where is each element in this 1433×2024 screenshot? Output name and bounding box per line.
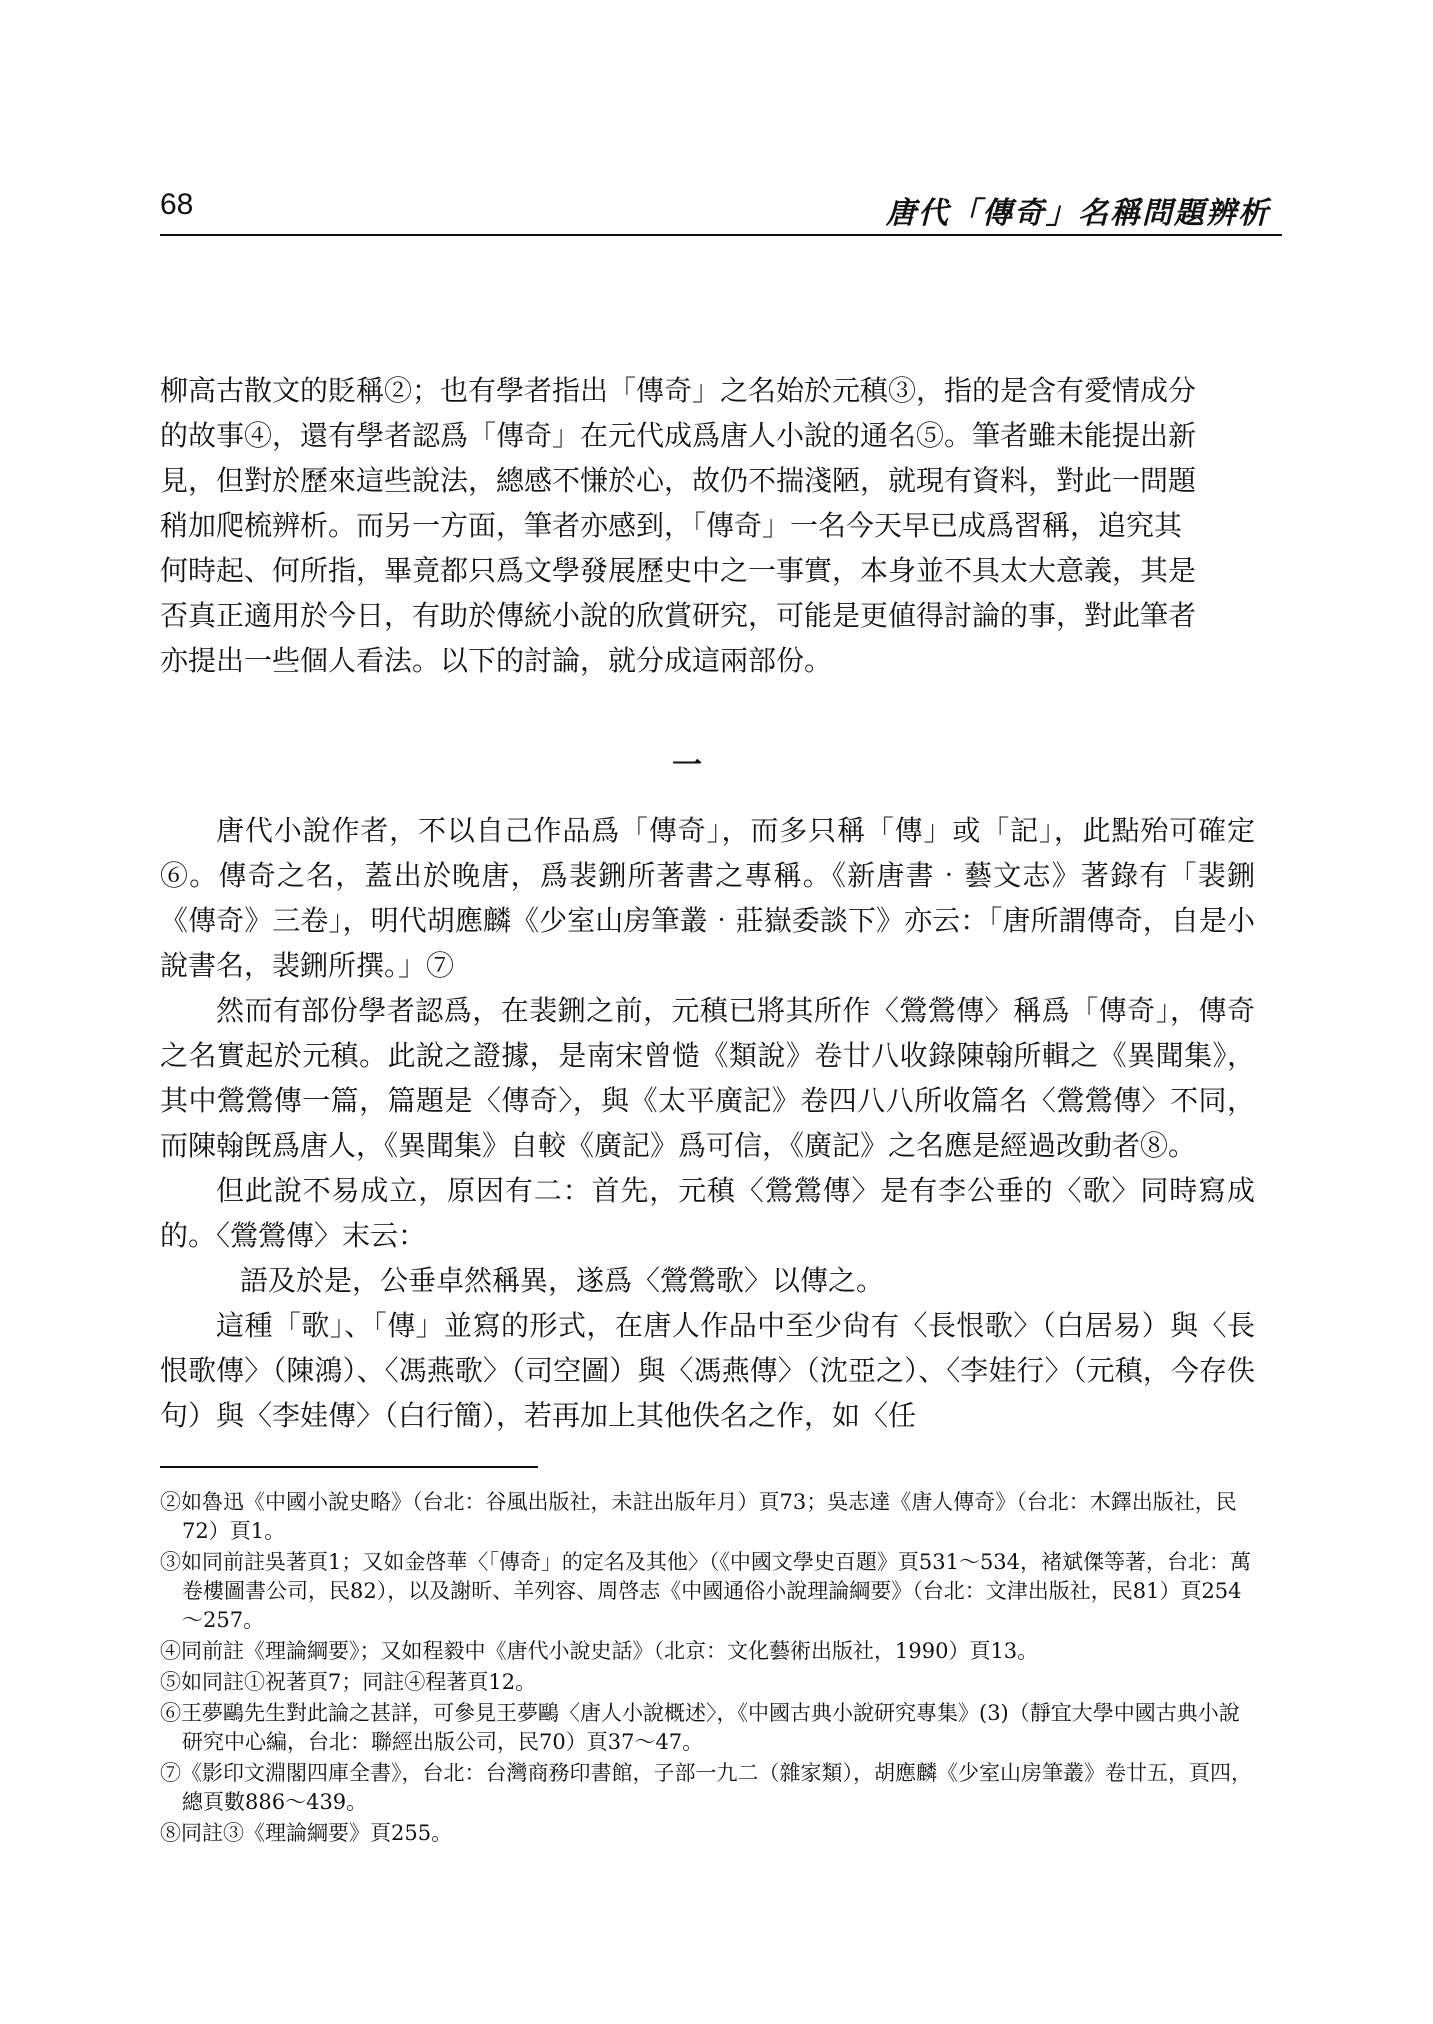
body-paragraph: 但此說不易成立，原因有二：首先，元稹〈鶯鶯傳〉是有李公垂的〈歌〉同時寫成的。〈鶯鶯傳〉末云： bbox=[160, 1174, 1255, 1252]
intro-line: 亦提出一些個人看法。以下的討論，就分成這兩部份。 bbox=[160, 644, 833, 677]
footnote: ⑦《影印文淵閣四庫全書》，台北：台灣商務印書館，子部一九二（雜家類），胡應麟《少室山房筆叢》卷廿五，頁四，總頁數886～439。 bbox=[160, 1761, 1252, 1814]
page-number: 68 bbox=[160, 188, 194, 221]
section-body bbox=[160, 808, 1255, 1438]
footnotes bbox=[160, 1488, 1260, 1850]
footnote-rule bbox=[160, 1466, 538, 1468]
footnote: ③如同前註吳著頁1；又如金啓華〈「傳奇」的定名及其他〉（《中國文學史百題》頁531～534，褚斌傑等著，台北：萬卷樓圖書公司，民82），以及謝昕、羊列容、周啓志《中國通俗小說理論綱要》（台北：文津出版社，民81）頁254～257。 bbox=[160, 1550, 1252, 1632]
section-heading: 一 bbox=[672, 748, 702, 783]
intro-line: 見，但對於歷來這些說法，總感不慊於心，故仍不揣淺陋，就現有資料，對此一問題 bbox=[160, 464, 1197, 497]
intro-line: 何時起、何所指，畢竟都只爲文學發展歷史中之一事實，本身並不具太大意義，其是 bbox=[160, 554, 1197, 587]
footnote: ②如魯迅《中國小說史略》（台北：谷風出版社，未註出版年月）頁73；吳志達《唐人傳奇》（台北：木鐸出版社，民72）頁1。 bbox=[160, 1490, 1237, 1543]
header-rule bbox=[160, 234, 1282, 236]
body-paragraph: 這種「歌」、「傳」並寫的形式，在唐人作品中至少尙有〈長恨歌〉（白居易）與〈長恨歌傳〉（陳鴻）、〈馮燕歌〉（司空圖）與〈馮燕傳〉（沈亞之）、〈李娃行〉（元稹，今存佚句）與〈李娃傳〉（白行簡），若再加上其他佚名之作，如〈任 bbox=[160, 1309, 1255, 1432]
body-paragraph: 唐代小說作者，不以自己作品爲「傳奇」，而多只稱「傳」或「記」，此點殆可確定⑥。傳奇之名，蓋出於晚唐，爲裴鉶所著書之專稱。《新唐書‧藝文志》著錄有「裴鉶《傳奇》三卷」，明代胡應麟《少室山房筆叢‧莊嶽委談下》亦云：「唐所謂傳奇，自是小說書名，裴鉶所撰。」⑦ bbox=[160, 814, 1255, 982]
footnote: ⑥王夢鷗先生對此論之甚詳，可參見王夢鷗〈唐人小說概述〉，《中國古典小說研究專集》(3)（靜宜大學中國古典小說研究中心編，台北：聯經出版公司，民70）頁37～47。 bbox=[160, 1701, 1240, 1754]
body-paragraph: 然而有部份學者認爲，在裴鉶之前，元稹已將其所作〈鶯鶯傳〉稱爲「傳奇」，傳奇之名實起於元稹。此說之證據，是南宋曾慥《類說》卷廿八收錄陳翰所輯之《異聞集》，其中鶯鶯傳一篇，篇題是〈傳奇〉，與《太平廣記》卷四八八所收篇名〈鶯鶯傳〉不同，而陳翰旣爲唐人，《異聞集》自較《廣記》爲可信，《廣記》之名應是經過改動者⑧。 bbox=[160, 994, 1255, 1162]
footnote: ⑤如同註①祝著頁7；同註④程著頁12。 bbox=[160, 1670, 537, 1694]
intro-line: 的故事④，還有學者認爲「傳奇」在元代成爲唐人小說的通名⑤。筆者雖未能提出新 bbox=[160, 419, 1197, 452]
footnote: ④同前註《理論綱要》；又如程毅中《唐代小說史話》（北京：文化藝術出版社，1990）頁13。 bbox=[160, 1639, 1039, 1663]
block-quote: 語及於是，公垂卓然稱異，遂爲〈鶯鶯歌〉以傳之。 bbox=[240, 1264, 885, 1297]
page-header bbox=[160, 188, 1282, 236]
running-title: 唐代「傳奇」名稱問題辨析 bbox=[886, 196, 1270, 231]
intro-line: 否真正適用於今日，有助於傳統小說的欣賞研究，可能是更値得討論的事，對此筆者 bbox=[160, 599, 1197, 632]
intro-line: 稍加爬梳辨析。而另一方面，筆者亦感到，「傳奇」一名今天早已成爲習稱，追究其 bbox=[160, 509, 1183, 542]
intro-text bbox=[160, 368, 1255, 683]
intro-line: 柳高古散文的貶稱②；也有學者指出「傳奇」之名始於元稹③，指的是含有愛情成分 bbox=[160, 374, 1197, 407]
footnote: ⑧同註③《理論綱要》頁255。 bbox=[160, 1821, 453, 1845]
